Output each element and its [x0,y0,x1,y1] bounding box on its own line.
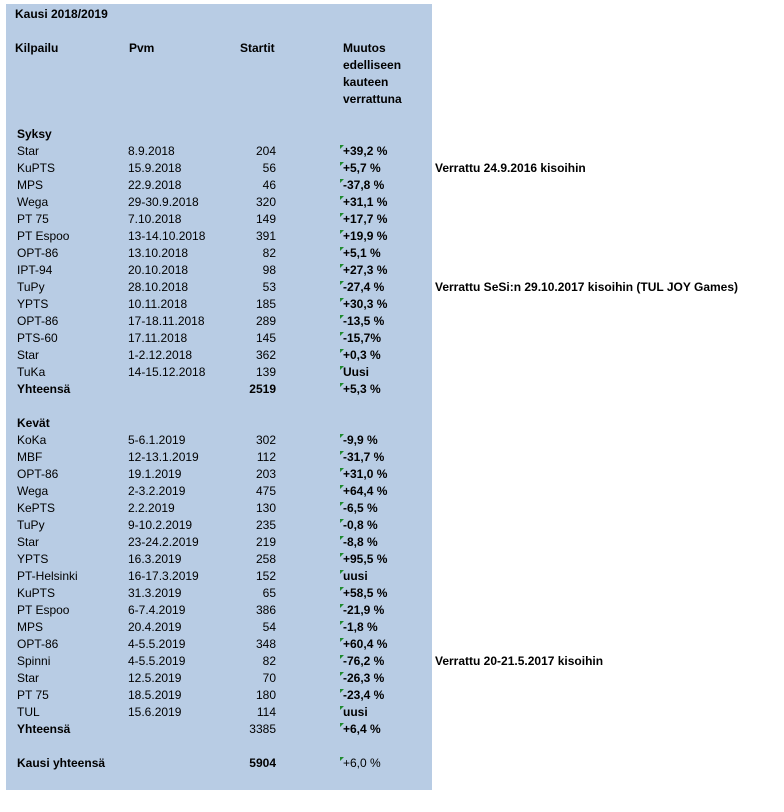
row-date: 12-13.1.2019 [128,450,199,464]
row-change: +30,3 % [343,297,388,311]
row-starts: 56 [262,161,276,175]
row-competition: PTS-60 [17,331,58,345]
row-date: 15.6.2019 [128,705,182,719]
row-starts: 185 [255,297,276,311]
row-competition: KuPTS [17,161,56,175]
season-total-label: Kausi yhteensä [17,756,106,770]
row-competition: PT Espoo [17,229,70,243]
row-date: 6-7.4.2019 [128,603,186,617]
row-starts: 149 [255,212,276,226]
row-date: 19.1.2019 [128,467,182,481]
header-change-line: Muutos [343,41,386,55]
spring-section-label: Kevät [17,416,50,430]
season-total-starts: 5904 [249,756,276,770]
row-starts: 112 [256,450,276,464]
row-change: uusi [343,569,368,583]
row-date: 17.11.2018 [128,331,188,345]
row-change: Uusi [343,365,370,379]
row-competition: Wega [17,484,49,498]
row-date: 20.10.2018 [128,263,189,277]
header-change-line: edelliseen [343,58,402,72]
row-change: +60,4 % [343,637,388,651]
row-competition: MBF [17,450,43,464]
spring-total-change: +6,4 % [343,722,381,736]
row-competition: MPS [17,178,44,192]
row-starts: 203 [255,467,276,481]
row-starts: 386 [255,603,276,617]
row-competition: OPT-86 [17,467,59,481]
row-starts: 139 [255,365,276,379]
row-starts: 258 [255,552,276,566]
row-date: 15.9.2018 [128,161,182,175]
row-change: +5,1 % [343,246,381,260]
row-competition: PT 75 [17,212,49,226]
row-competition: TuPy [17,280,45,294]
header-starts: Startit [240,41,275,55]
row-starts: 302 [255,433,276,447]
row-competition: YPTS [17,297,49,311]
row-date: 22.9.2018 [128,178,182,192]
row-change: +17,7 % [343,212,388,226]
row-starts: 46 [262,178,276,192]
row-date: 7.10.2018 [128,212,182,226]
row-date: 12.5.2019 [128,671,182,685]
row-change: +58,5 % [343,586,388,600]
row-starts: 348 [255,637,276,651]
row-starts: 391 [255,229,276,243]
row-date: 16-17.3.2019 [128,569,199,583]
row-competition: PT Espoo [17,603,70,617]
row-change: -27,4 % [343,280,385,294]
row-change: -9,9 % [343,433,378,447]
row-change: -21,9 % [343,603,385,617]
row-starts: 204 [255,144,276,158]
row-competition: OPT-86 [17,314,59,328]
row-date: 14-15.12.2018 [128,365,206,379]
row-competition: TUL [17,705,40,719]
row-starts: 130 [255,501,276,515]
row-change: -6,5 % [343,501,378,515]
row-change: -31,7 % [343,450,385,464]
row-change: -13,5 % [343,314,385,328]
row-starts: 70 [262,671,276,685]
autumn-total-starts: 2519 [249,382,276,396]
row-competition: TuPy [17,518,45,532]
autumn-total-change: +5,3 % [343,382,381,396]
row-change: +39,2 % [343,144,388,158]
row-starts: 180 [255,688,276,702]
row-competition: KuPTS [17,586,56,600]
row-change: +27,3 % [343,263,388,277]
row-starts: 82 [262,654,276,668]
row-competition: Star [17,348,40,362]
row-competition: Wega [17,195,49,209]
row-starts: 475 [255,484,276,498]
row-date: 18.5.2019 [128,688,182,702]
row-date: 13.10.2018 [128,246,189,260]
row-date: 4-5.5.2019 [128,654,186,668]
row-starts: 289 [255,314,276,328]
row-date: 31.3.2019 [128,586,182,600]
row-competition: YPTS [17,552,49,566]
comparison-note: Verrattu SeSi:n 29.10.2017 kisoihin (TUL JOY Games) [435,280,739,294]
row-competition: Star [17,144,40,158]
row-starts: 235 [255,518,276,532]
row-date: 16.3.2019 [128,552,182,566]
header-date: Pvm [129,41,155,55]
comparison-note: Verrattu 24.9.2016 kisoihin [435,161,586,175]
row-competition: KoKa [17,433,47,447]
autumn-total-label: Yhteensä [17,382,71,396]
row-change: -26,3 % [343,671,385,685]
row-competition: OPT-86 [17,637,59,651]
row-date: 20.4.2019 [128,620,182,634]
row-change: +95,5 % [343,552,388,566]
spring-total-starts: 3385 [249,722,276,736]
row-change: -37,8 % [343,178,385,192]
row-date: 1-2.12.2018 [128,348,193,362]
row-change: -15,7% [343,331,382,345]
row-date: 23-24.2.2019 [128,535,199,549]
row-change: -8,8 % [343,535,378,549]
row-date: 4-5.5.2019 [128,637,186,651]
row-starts: 114 [256,705,276,719]
row-date: 9-10.2.2019 [128,518,193,532]
row-change: -0,8 % [343,518,378,532]
row-competition: PT 75 [17,688,49,702]
header-change-line: verrattuna [343,92,402,106]
row-starts: 54 [262,620,276,634]
row-competition: MPS [17,620,44,634]
header-competition: Kilpailu [15,41,59,55]
row-starts: 53 [262,280,276,294]
row-competition: Spinni [17,654,51,668]
row-date: 2.2.2019 [128,501,175,515]
row-starts: 98 [262,263,276,277]
row-competition: IPT-94 [17,263,53,277]
row-competition: TuKa [17,365,46,379]
row-starts: 362 [255,348,276,362]
row-date: 17-18.11.2018 [128,314,205,328]
row-starts: 320 [255,195,276,209]
row-change: uusi [343,705,368,719]
row-competition: KePTS [17,501,56,515]
row-change: +31,1 % [343,195,388,209]
row-date: 10.11.2018 [128,297,188,311]
row-starts: 152 [255,569,276,583]
row-change: +19,9 % [343,229,388,243]
row-date: 2-3.2.2019 [128,484,186,498]
row-change: +5,7 % [343,161,381,175]
row-competition: Star [17,671,40,685]
row-starts: 65 [262,586,276,600]
row-date: 8.9.2018 [128,144,175,158]
header-change-line: kauteen [343,75,389,89]
season-title: Kausi 2018/2019 [15,7,108,21]
row-change: -23,4 % [343,688,385,702]
row-competition: OPT-86 [17,246,59,260]
row-change: +64,4 % [343,484,388,498]
season-total-change: +6,0 % [343,756,381,770]
row-change: +31,0 % [343,467,388,481]
row-competition: PT-Helsinki [17,569,78,583]
row-date: 29-30.9.2018 [128,195,199,209]
row-change: -76,2 % [343,654,385,668]
spring-total-label: Yhteensä [17,722,71,736]
comparison-note: Verrattu 20-21.5.2017 kisoihin [435,654,604,668]
row-date: 13-14.10.2018 [128,229,206,243]
row-date: 28.10.2018 [128,280,189,294]
row-date: 5-6.1.2019 [128,433,186,447]
row-starts: 145 [255,331,276,345]
row-starts: 219 [255,535,276,549]
row-competition: Star [17,535,40,549]
row-change: +0,3 % [343,348,381,362]
autumn-section-label: Syksy [17,127,52,141]
row-starts: 82 [262,246,276,260]
row-change: -1,8 % [343,620,378,634]
